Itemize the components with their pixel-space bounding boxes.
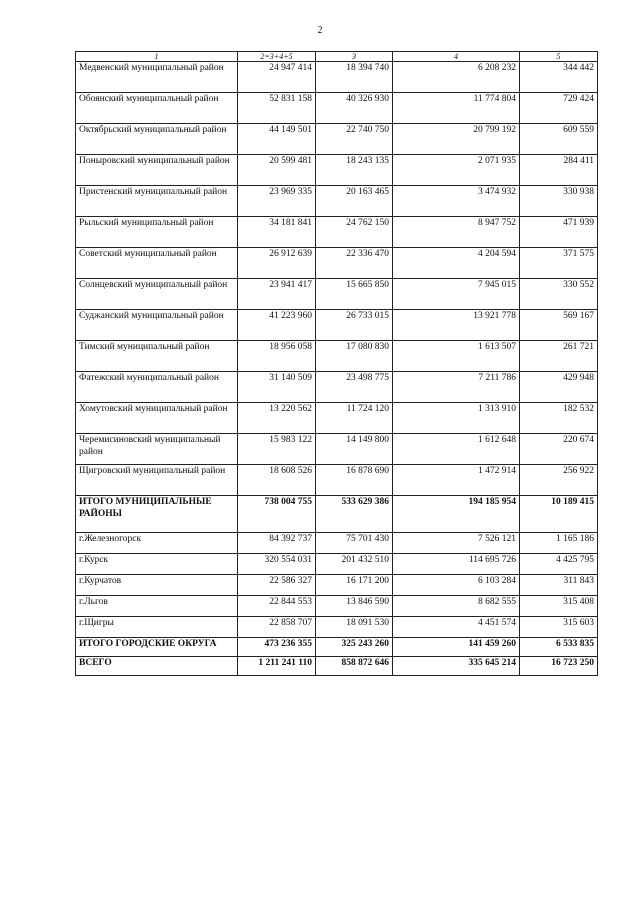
table-row: [76, 124, 598, 155]
header-cell-col3: 3: [316, 52, 393, 62]
header-cell-col4: 4: [393, 52, 520, 62]
row-col3-cell: 13 846 590: [316, 596, 393, 617]
row-name-cell: Рыльский муниципальный район: [76, 217, 238, 248]
row-col3-cell: 22 740 750: [316, 124, 393, 155]
row-col4-cell: 4 451 574: [393, 617, 520, 638]
row-total-cell: 20 599 481: [238, 155, 316, 186]
row-total-cell: 23 969 335: [238, 186, 316, 217]
table-row: [76, 434, 598, 465]
table-row: [76, 186, 598, 217]
row-col3-cell: 75 701 430: [316, 533, 393, 554]
row-name-cell: Черемисиновский муниципальный район: [76, 434, 238, 465]
row-col5-cell: 10 189 415: [520, 496, 598, 533]
row-name-cell: Солнцевский муниципальный район: [76, 279, 238, 310]
row-col5-cell: 330 552: [520, 279, 598, 310]
row-col5-cell: 609 559: [520, 124, 598, 155]
row-name-cell: Октябрьский муниципальный район: [76, 124, 238, 155]
row-col4-cell: 335 645 214: [393, 657, 520, 676]
row-name-cell: Суджанский муниципальный район: [76, 310, 238, 341]
row-col3-cell: 18 394 740: [316, 62, 393, 93]
row-col5-cell: 471 939: [520, 217, 598, 248]
table-row: [76, 341, 598, 372]
row-total-cell: 13 220 562: [238, 403, 316, 434]
row-name-cell: ИТОГО ГОРОДСКИЕ ОКРУГА: [76, 638, 238, 657]
table-row: [76, 533, 598, 554]
row-col4-cell: 7 945 015: [393, 279, 520, 310]
row-col4-cell: 6 103 284: [393, 575, 520, 596]
row-col4-cell: 2 071 935: [393, 155, 520, 186]
table-row: [76, 155, 598, 186]
table-header-row: [76, 52, 598, 62]
row-col4-cell: 13 921 778: [393, 310, 520, 341]
row-col3-cell: 23 498 775: [316, 372, 393, 403]
row-col5-cell: 6 533 835: [520, 638, 598, 657]
row-total-cell: 18 956 058: [238, 341, 316, 372]
row-name-cell: ВСЕГО: [76, 657, 238, 676]
row-col4-cell: 1 613 507: [393, 341, 520, 372]
row-col3-cell: 40 326 930: [316, 93, 393, 124]
table-total-row: [76, 657, 598, 676]
row-total-cell: 84 392 737: [238, 533, 316, 554]
table-row: [76, 310, 598, 341]
row-col5-cell: 569 167: [520, 310, 598, 341]
row-col4-cell: 3 474 932: [393, 186, 520, 217]
row-col5-cell: 729 424: [520, 93, 598, 124]
row-col5-cell: 16 723 250: [520, 657, 598, 676]
row-col3-cell: 201 432 510: [316, 554, 393, 575]
row-col3-cell: 17 080 830: [316, 341, 393, 372]
row-col5-cell: 220 674: [520, 434, 598, 465]
row-col5-cell: 315 603: [520, 617, 598, 638]
row-total-cell: 41 223 960: [238, 310, 316, 341]
row-col4-cell: 141 459 260: [393, 638, 520, 657]
row-name-cell: Пристенский муниципальный район: [76, 186, 238, 217]
header-cell-col1: 1: [76, 52, 238, 62]
row-col3-cell: 15 665 850: [316, 279, 393, 310]
row-name-cell: Тимский муниципальный район: [76, 341, 238, 372]
row-name-cell: Советский муниципальный район: [76, 248, 238, 279]
row-name-cell: Щигровский муниципальный район: [76, 465, 238, 496]
table-total-row: [76, 638, 598, 657]
row-total-cell: 1 211 241 110: [238, 657, 316, 676]
table-row: [76, 372, 598, 403]
row-col3-cell: 22 336 470: [316, 248, 393, 279]
row-total-cell: 34 181 841: [238, 217, 316, 248]
table-row: [76, 93, 598, 124]
row-col3-cell: 11 724 120: [316, 403, 393, 434]
row-total-cell: 473 236 355: [238, 638, 316, 657]
row-col4-cell: 7 211 786: [393, 372, 520, 403]
row-name-cell: г.Курск: [76, 554, 238, 575]
row-total-cell: 738 004 755: [238, 496, 316, 533]
row-total-cell: 22 858 707: [238, 617, 316, 638]
row-name-cell: г.Льгов: [76, 596, 238, 617]
row-name-cell: г.Щигры: [76, 617, 238, 638]
row-total-cell: 26 912 639: [238, 248, 316, 279]
row-col3-cell: 16 171 200: [316, 575, 393, 596]
row-total-cell: 22 844 553: [238, 596, 316, 617]
table-row: [76, 248, 598, 279]
row-col3-cell: 325 243 260: [316, 638, 393, 657]
row-total-cell: 18 608 526: [238, 465, 316, 496]
table-total-row: [76, 496, 598, 533]
row-name-cell: Фатежский муниципальный район: [76, 372, 238, 403]
row-col3-cell: 24 762 150: [316, 217, 393, 248]
row-col5-cell: 330 938: [520, 186, 598, 217]
row-col3-cell: 14 149 800: [316, 434, 393, 465]
row-total-cell: 15 983 122: [238, 434, 316, 465]
row-col3-cell: 858 872 646: [316, 657, 393, 676]
row-name-cell: ИТОГО МУНИЦИПАЛЬНЫЕ РАЙОНЫ: [76, 496, 238, 533]
row-name-cell: Хомутовский муниципальный район: [76, 403, 238, 434]
row-col5-cell: 284 411: [520, 155, 598, 186]
table-row: [76, 596, 598, 617]
row-col5-cell: 261 721: [520, 341, 598, 372]
row-col4-cell: 194 185 954: [393, 496, 520, 533]
table-row: [76, 465, 598, 496]
row-col5-cell: 344 442: [520, 62, 598, 93]
table-row: [76, 403, 598, 434]
header-cell-col2: 2=3+4+5: [238, 52, 316, 62]
row-col4-cell: 1 313 910: [393, 403, 520, 434]
row-col4-cell: 1 612 648: [393, 434, 520, 465]
row-total-cell: 52 831 158: [238, 93, 316, 124]
row-name-cell: Обоянский муниципальный район: [76, 93, 238, 124]
row-col4-cell: 20 799 192: [393, 124, 520, 155]
row-col3-cell: 20 163 465: [316, 186, 393, 217]
row-col5-cell: 1 165 186: [520, 533, 598, 554]
row-col5-cell: 371 575: [520, 248, 598, 279]
row-col5-cell: 311 843: [520, 575, 598, 596]
row-total-cell: 31 140 509: [238, 372, 316, 403]
row-col5-cell: 315 408: [520, 596, 598, 617]
row-total-cell: 22 586 327: [238, 575, 316, 596]
row-col5-cell: 4 425 795: [520, 554, 598, 575]
row-col4-cell: 1 472 914: [393, 465, 520, 496]
row-total-cell: 24 947 414: [238, 62, 316, 93]
budget-table: [75, 51, 598, 676]
row-col5-cell: 256 922: [520, 465, 598, 496]
row-name-cell: Поныровский муниципальный район: [76, 155, 238, 186]
row-col4-cell: 4 204 594: [393, 248, 520, 279]
row-col3-cell: 533 629 386: [316, 496, 393, 533]
row-total-cell: 44 149 501: [238, 124, 316, 155]
row-col3-cell: 18 243 135: [316, 155, 393, 186]
row-col4-cell: 8 947 752: [393, 217, 520, 248]
row-col5-cell: 182 532: [520, 403, 598, 434]
row-col3-cell: 18 091 530: [316, 617, 393, 638]
row-col4-cell: 11 774 804: [393, 93, 520, 124]
table-row: [76, 575, 598, 596]
header-cell-col5: 5: [520, 52, 598, 62]
row-total-cell: 320 554 031: [238, 554, 316, 575]
row-col5-cell: 429 948: [520, 372, 598, 403]
row-col4-cell: 8 682 555: [393, 596, 520, 617]
table-row: [76, 554, 598, 575]
row-name-cell: г.Курчатов: [76, 575, 238, 596]
table-row: [76, 617, 598, 638]
table-row: [76, 62, 598, 93]
page-number: 2: [317, 25, 323, 36]
table-row: [76, 279, 598, 310]
row-col4-cell: 114 695 726: [393, 554, 520, 575]
table-row: [76, 217, 598, 248]
row-name-cell: г.Железногорск: [76, 533, 238, 554]
row-total-cell: 23 941 417: [238, 279, 316, 310]
row-name-cell: Медвенский муниципальный район: [76, 62, 238, 93]
row-col4-cell: 6 208 232: [393, 62, 520, 93]
row-col3-cell: 16 878 690: [316, 465, 393, 496]
row-col3-cell: 26 733 015: [316, 310, 393, 341]
row-col4-cell: 7 526 121: [393, 533, 520, 554]
